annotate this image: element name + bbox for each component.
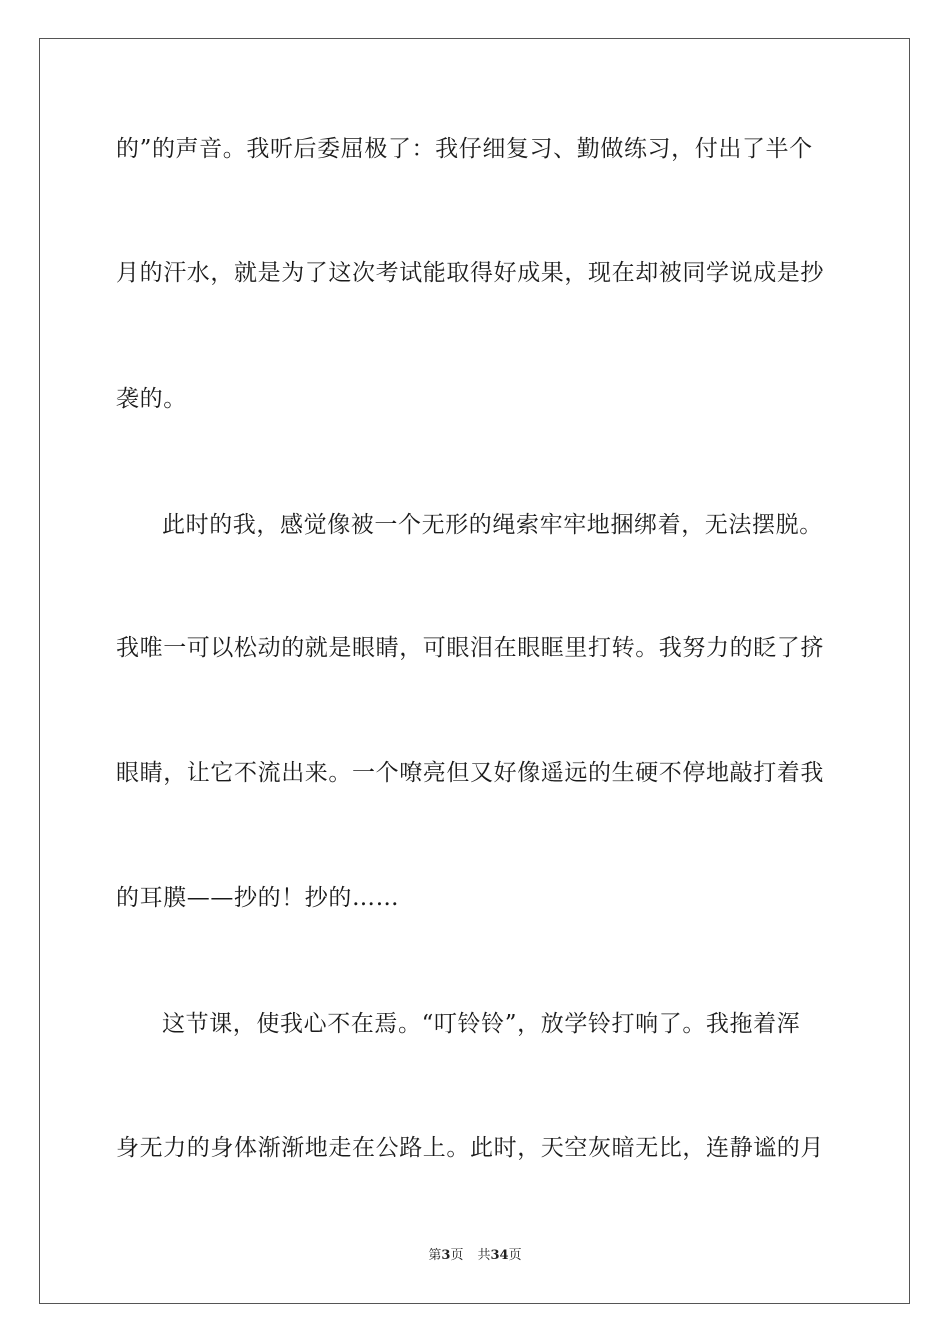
total-pages: 34 [490, 1248, 509, 1263]
page-border [39, 38, 910, 1304]
page-footer [0, 1247, 950, 1265]
text-line-3: 袭的。 [116, 386, 187, 412]
text-line-7: 的耳膜——抄的！抄的…… [116, 885, 400, 911]
text-line-4: 此时的我，感觉像被一个无形的绳索牢牢地捆绑着，无法摆脱。 [162, 512, 823, 538]
text-line-5: 我唯一可以松动的就是眼睛，可眼泪在眼眶里打转。我努力的眨了挤 [116, 635, 824, 661]
total-suffix: 页 [508, 1248, 522, 1263]
page-number: 3 [441, 1248, 451, 1263]
text-line-6: 眼睛，让它不流出来。一个嘹亮但又好像遥远的生硬不停地敲打着我 [116, 760, 824, 786]
page-prefix: 第 [428, 1248, 442, 1263]
page-suffix: 页 [450, 1248, 464, 1263]
text-line-8: 这节课，使我心不在焉。“叮铃铃”，放学铃打响了。我拖着浑 [162, 1011, 801, 1037]
total-prefix: 共 [477, 1248, 491, 1263]
text-line-1: 的”的声音。我听后委屈极了：我仔细复习、勤做练习，付出了半个 [116, 136, 813, 162]
text-line-9: 身无力的身体渐渐地走在公路上。此时，天空灰暗无比，连静谧的月 [116, 1135, 824, 1161]
text-line-2: 月的汗水，就是为了这次考试能取得好成果，现在却被同学说成是抄 [116, 260, 824, 286]
